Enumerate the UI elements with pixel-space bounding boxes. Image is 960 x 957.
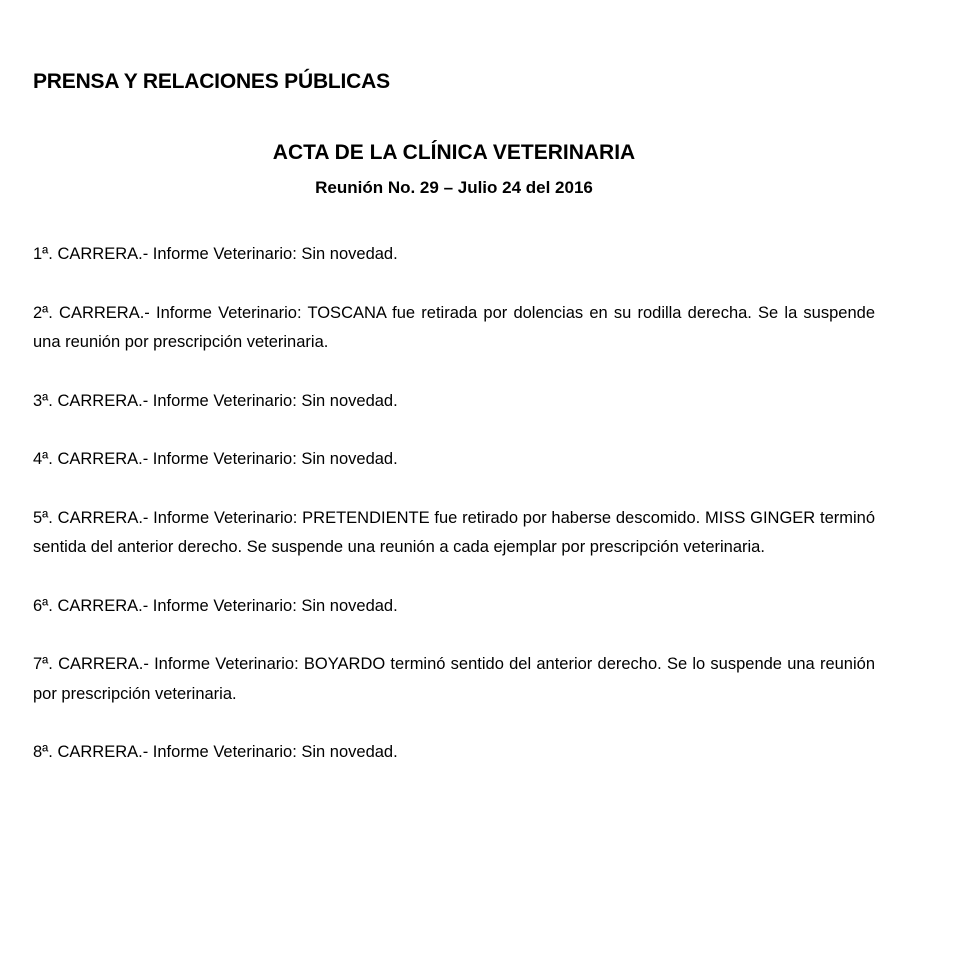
race-report-1: 1ª. CARRERA.- Informe Veterinario: Sin novedad. xyxy=(33,245,398,263)
race-report-2: 2ª. CARRERA.- Informe Veterinario: TOSCANA fue retirada por dolencias en su rodilla derecha. Se la suspende una reunión por prescripción veterinaria. xyxy=(33,303,875,351)
race-report-8: 8ª. CARRERA.- Informe Veterinario: Sin novedad. xyxy=(33,743,398,761)
race-report-6: 6ª. CARRERA.- Informe Veterinario: Sin novedad. xyxy=(33,596,398,615)
department-heading: PRENSA Y RELACIONES PÚBLICAS xyxy=(33,70,390,93)
race-report-list xyxy=(33,240,875,797)
meeting-subtitle: Reunión No. 29 – Julio 24 del 2016 xyxy=(315,178,593,197)
race-report-4: 4ª. CARRERA.- Informe Veterinario: Sin novedad. xyxy=(33,450,398,468)
race-report-5: 5ª. CARRERA.- Informe Veterinario: PRETENDIENTE fue retirado por haberse descomido. MISS GINGER terminó sentida del anterior derecho. Se suspende una reunión a cada ejemplar por prescripción veterinaria. xyxy=(33,508,875,556)
race-report-7: 7ª. CARRERA.- Informe Veterinario: BOYARDO terminó sentido del anterior derecho. Se lo suspende una reunión por prescripción veterinaria. xyxy=(33,655,875,703)
document-title: ACTA DE LA CLÍNICA VETERINARIA xyxy=(272,141,636,164)
race-report-3: 3ª. CARRERA.- Informe Veterinario: Sin novedad. xyxy=(33,391,398,410)
